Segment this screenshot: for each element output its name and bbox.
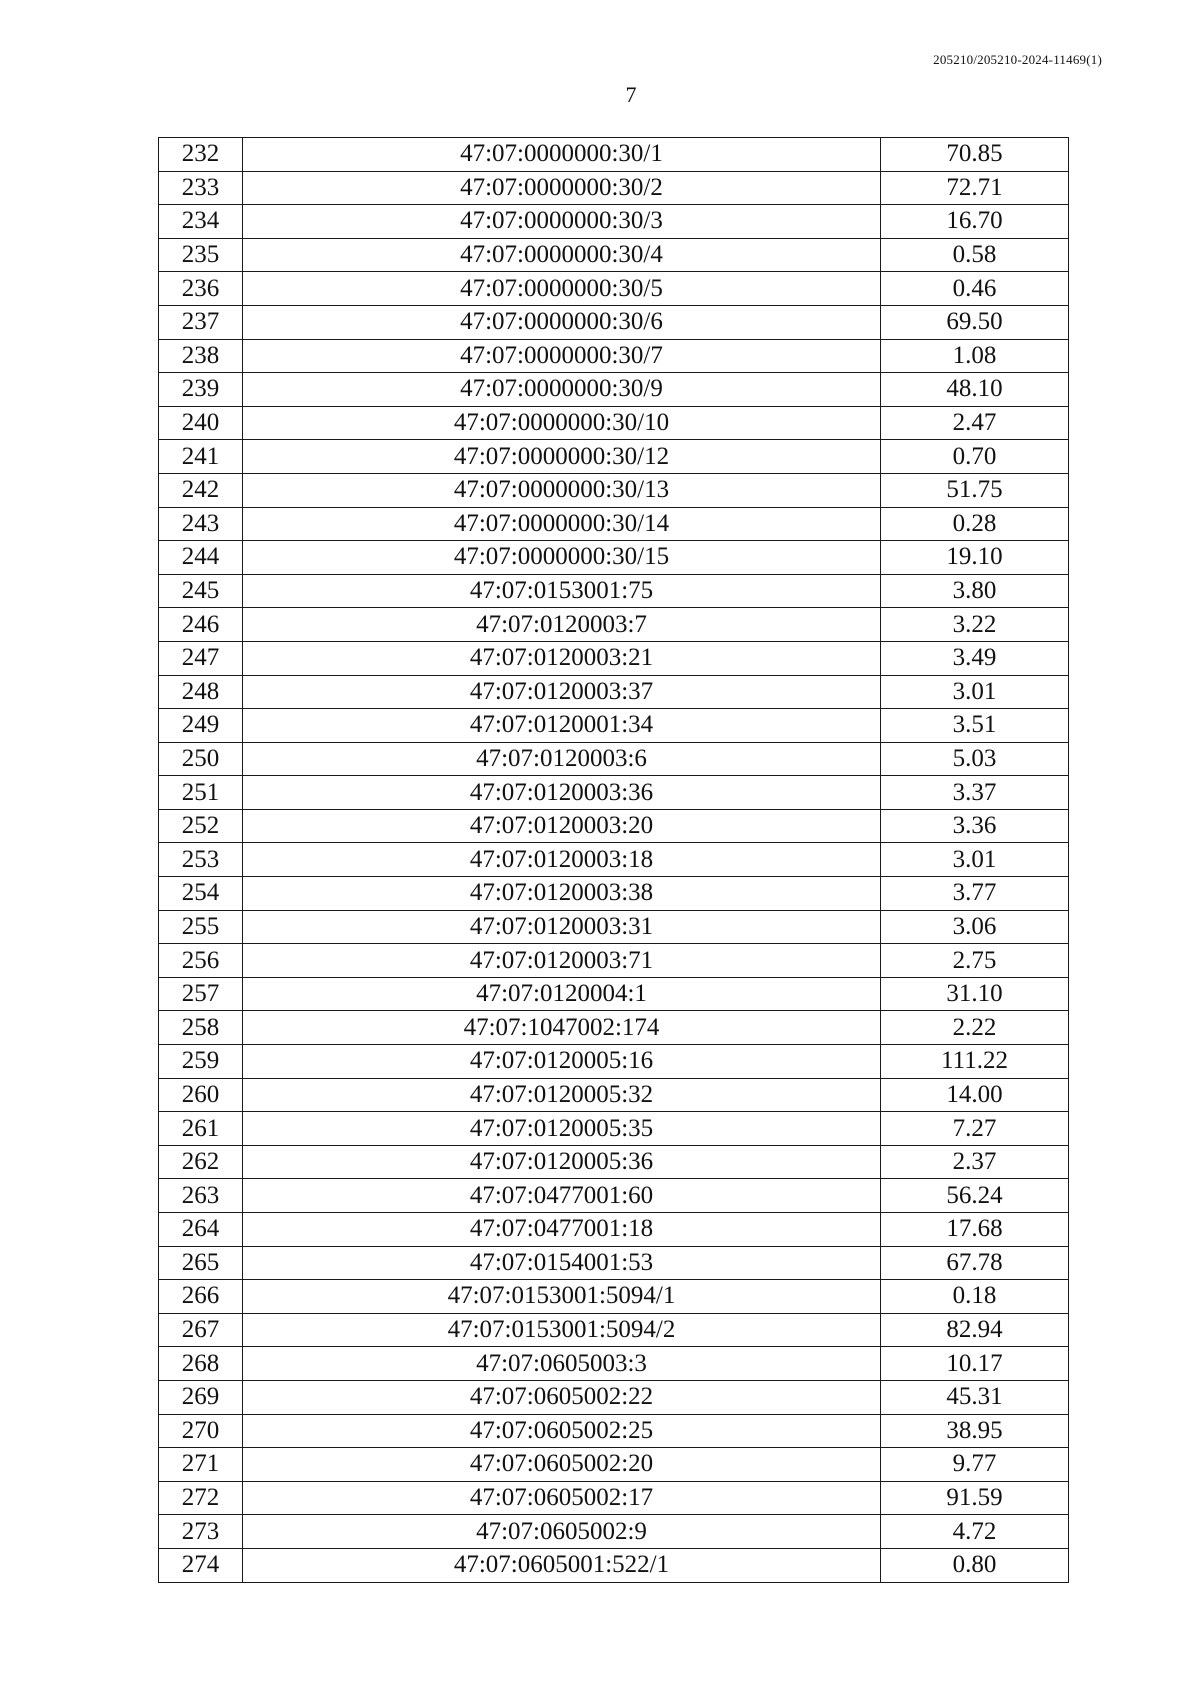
table-row: [159, 1347, 1069, 1381]
row-number-cell: 242: [159, 473, 243, 507]
cadastral-number-cell: 47:07:0000000:30/2: [243, 171, 881, 205]
row-number-cell: 243: [159, 507, 243, 541]
row-number-cell: 241: [159, 440, 243, 474]
area-value-cell: 45.31: [881, 1380, 1069, 1414]
table-row: [159, 507, 1069, 541]
table-row: [159, 1280, 1069, 1314]
table-row: [159, 1515, 1069, 1549]
row-number-cell: 233: [159, 171, 243, 205]
cadastral-number-cell: 47:07:0120003:71: [243, 944, 881, 978]
row-number-cell: 274: [159, 1548, 243, 1582]
cadastral-number-cell: 47:07:0605002:25: [243, 1414, 881, 1448]
row-number-cell: 254: [159, 877, 243, 911]
table-row: [159, 1078, 1069, 1112]
area-value-cell: 3.22: [881, 608, 1069, 642]
area-value-cell: 67.78: [881, 1246, 1069, 1280]
cadastral-number-cell: 47:07:0120003:6: [243, 742, 881, 776]
cadastral-number-cell: 47:07:0120003:38: [243, 877, 881, 911]
row-number-cell: 246: [159, 608, 243, 642]
table-row: [159, 1448, 1069, 1482]
cadastral-number-cell: 47:07:0000000:30/5: [243, 272, 881, 306]
cadastral-number-cell: 47:07:0000000:30/3: [243, 205, 881, 239]
area-value-cell: 0.46: [881, 272, 1069, 306]
row-number-cell: 250: [159, 742, 243, 776]
area-value-cell: 31.10: [881, 977, 1069, 1011]
parcel-table-body: [159, 138, 1069, 1583]
cadastral-number-cell: 47:07:0120005:32: [243, 1078, 881, 1112]
row-number-cell: 272: [159, 1481, 243, 1515]
cadastral-number-cell: 47:07:0120003:20: [243, 809, 881, 843]
table-row: [159, 1548, 1069, 1582]
table-row: [159, 205, 1069, 239]
area-value-cell: 3.01: [881, 843, 1069, 877]
table-row: [159, 339, 1069, 373]
area-value-cell: 4.72: [881, 1515, 1069, 1549]
row-number-cell: 258: [159, 1011, 243, 1045]
cadastral-number-cell: 47:07:0120003:37: [243, 675, 881, 709]
area-value-cell: 16.70: [881, 205, 1069, 239]
area-value-cell: 9.77: [881, 1448, 1069, 1482]
table-row: [159, 977, 1069, 1011]
table-row: [159, 171, 1069, 205]
table-row: [159, 1380, 1069, 1414]
cadastral-number-cell: 47:07:0154001:53: [243, 1246, 881, 1280]
table-row: [159, 742, 1069, 776]
cadastral-number-cell: 47:07:0120001:34: [243, 709, 881, 743]
area-value-cell: 70.85: [881, 138, 1069, 172]
table-row: [159, 877, 1069, 911]
area-value-cell: 2.22: [881, 1011, 1069, 1045]
table-row: [159, 1313, 1069, 1347]
table-row: [159, 373, 1069, 407]
row-number-cell: 257: [159, 977, 243, 1011]
row-number-cell: 261: [159, 1112, 243, 1146]
table-row: [159, 1414, 1069, 1448]
table-row: [159, 1481, 1069, 1515]
cadastral-number-cell: 47:07:0120005:36: [243, 1145, 881, 1179]
area-value-cell: 51.75: [881, 473, 1069, 507]
table-row: [159, 641, 1069, 675]
cadastral-number-cell: 47:07:0120003:31: [243, 910, 881, 944]
cadastral-number-cell: 47:07:0477001:18: [243, 1213, 881, 1247]
area-value-cell: 0.58: [881, 238, 1069, 272]
cadastral-number-cell: 47:07:0477001:60: [243, 1179, 881, 1213]
cadastral-number-cell: 47:07:0153001:5094/1: [243, 1280, 881, 1314]
cadastral-number-cell: 47:07:0120003:18: [243, 843, 881, 877]
area-value-cell: 2.37: [881, 1145, 1069, 1179]
cadastral-number-cell: 47:07:0000000:30/12: [243, 440, 881, 474]
cadastral-number-cell: 47:07:0000000:30/14: [243, 507, 881, 541]
row-number-cell: 268: [159, 1347, 243, 1381]
area-value-cell: 0.18: [881, 1280, 1069, 1314]
area-value-cell: 56.24: [881, 1179, 1069, 1213]
row-number-cell: 263: [159, 1179, 243, 1213]
area-value-cell: 5.03: [881, 742, 1069, 776]
row-number-cell: 232: [159, 138, 243, 172]
row-number-cell: 271: [159, 1448, 243, 1482]
table-row: [159, 1045, 1069, 1079]
row-number-cell: 244: [159, 541, 243, 575]
cadastral-number-cell: 47:07:0153001:75: [243, 574, 881, 608]
cadastral-number-cell: 47:07:0605002:20: [243, 1448, 881, 1482]
area-value-cell: 48.10: [881, 373, 1069, 407]
cadastral-number-cell: 47:07:0120003:36: [243, 776, 881, 810]
table-row: [159, 440, 1069, 474]
cadastral-number-cell: 47:07:0000000:30/15: [243, 541, 881, 575]
area-value-cell: 3.77: [881, 877, 1069, 911]
row-number-cell: 255: [159, 910, 243, 944]
table-row: [159, 776, 1069, 810]
page-number: 7: [625, 82, 637, 107]
cadastral-number-cell: 47:07:0120005:16: [243, 1045, 881, 1079]
table-row: [159, 910, 1069, 944]
row-number-cell: 247: [159, 641, 243, 675]
area-value-cell: 14.00: [881, 1078, 1069, 1112]
area-value-cell: 0.80: [881, 1548, 1069, 1582]
row-number-cell: 239: [159, 373, 243, 407]
document-reference: 205210/205210-2024-11469(1): [933, 52, 1102, 67]
cadastral-number-cell: 47:07:0000000:30/9: [243, 373, 881, 407]
cadastral-number-cell: 47:07:0605002:9: [243, 1515, 881, 1549]
area-value-cell: 38.95: [881, 1414, 1069, 1448]
area-value-cell: 72.71: [881, 171, 1069, 205]
area-value-cell: 3.49: [881, 641, 1069, 675]
area-value-cell: 69.50: [881, 305, 1069, 339]
area-value-cell: 17.68: [881, 1213, 1069, 1247]
table-row: [159, 1011, 1069, 1045]
area-value-cell: 3.36: [881, 809, 1069, 843]
cadastral-number-cell: 47:07:0000000:30/4: [243, 238, 881, 272]
table-row: [159, 608, 1069, 642]
row-number-cell: 265: [159, 1246, 243, 1280]
cadastral-number-cell: 47:07:1047002:174: [243, 1011, 881, 1045]
cadastral-number-cell: 47:07:0605002:17: [243, 1481, 881, 1515]
cadastral-number-cell: 47:07:0000000:30/7: [243, 339, 881, 373]
table-row: [159, 1145, 1069, 1179]
cadastral-number-cell: 47:07:0120004:1: [243, 977, 881, 1011]
table-row: [159, 473, 1069, 507]
cadastral-number-cell: 47:07:0605001:522/1: [243, 1548, 881, 1582]
row-number-cell: 256: [159, 944, 243, 978]
table-row: [159, 574, 1069, 608]
table-row: [159, 138, 1069, 172]
row-number-cell: 236: [159, 272, 243, 306]
area-value-cell: 91.59: [881, 1481, 1069, 1515]
table-row: [159, 1246, 1069, 1280]
cadastral-number-cell: 47:07:0000000:30/13: [243, 473, 881, 507]
table-row: [159, 272, 1069, 306]
table-row: [159, 675, 1069, 709]
table-row: [159, 1179, 1069, 1213]
table-row: [159, 238, 1069, 272]
row-number-cell: 238: [159, 339, 243, 373]
row-number-cell: 269: [159, 1380, 243, 1414]
row-number-cell: 248: [159, 675, 243, 709]
area-value-cell: 3.80: [881, 574, 1069, 608]
cadastral-number-cell: 47:07:0120003:21: [243, 641, 881, 675]
row-number-cell: 267: [159, 1313, 243, 1347]
row-number-cell: 266: [159, 1280, 243, 1314]
table-row: [159, 406, 1069, 440]
cadastral-number-cell: 47:07:0120003:7: [243, 608, 881, 642]
area-value-cell: 0.70: [881, 440, 1069, 474]
table-row: [159, 944, 1069, 978]
row-number-cell: 264: [159, 1213, 243, 1247]
area-value-cell: 10.17: [881, 1347, 1069, 1381]
area-value-cell: 19.10: [881, 541, 1069, 575]
area-value-cell: 2.75: [881, 944, 1069, 978]
table-row: [159, 709, 1069, 743]
cadastral-number-cell: 47:07:0000000:30/1: [243, 138, 881, 172]
area-value-cell: 1.08: [881, 339, 1069, 373]
row-number-cell: 259: [159, 1045, 243, 1079]
area-value-cell: 3.37: [881, 776, 1069, 810]
row-number-cell: 235: [159, 238, 243, 272]
row-number-cell: 251: [159, 776, 243, 810]
row-number-cell: 249: [159, 709, 243, 743]
area-value-cell: 3.51: [881, 709, 1069, 743]
cadastral-number-cell: 47:07:0120005:35: [243, 1112, 881, 1146]
cadastral-number-cell: 47:07:0153001:5094/2: [243, 1313, 881, 1347]
area-value-cell: 111.22: [881, 1045, 1069, 1079]
table-row: [159, 1213, 1069, 1247]
row-number-cell: 240: [159, 406, 243, 440]
area-value-cell: 0.28: [881, 507, 1069, 541]
area-value-cell: 2.47: [881, 406, 1069, 440]
cadastral-number-cell: 47:07:0000000:30/10: [243, 406, 881, 440]
table-row: [159, 1112, 1069, 1146]
table-row: [159, 541, 1069, 575]
area-value-cell: 3.01: [881, 675, 1069, 709]
table-row: [159, 305, 1069, 339]
row-number-cell: 252: [159, 809, 243, 843]
row-number-cell: 237: [159, 305, 243, 339]
parcel-table: [158, 137, 1069, 1583]
table-row: [159, 809, 1069, 843]
cadastral-number-cell: 47:07:0605002:22: [243, 1380, 881, 1414]
row-number-cell: 234: [159, 205, 243, 239]
row-number-cell: 270: [159, 1414, 243, 1448]
area-value-cell: 7.27: [881, 1112, 1069, 1146]
row-number-cell: 253: [159, 843, 243, 877]
row-number-cell: 273: [159, 1515, 243, 1549]
cadastral-number-cell: 47:07:0000000:30/6: [243, 305, 881, 339]
area-value-cell: 3.06: [881, 910, 1069, 944]
table-row: [159, 843, 1069, 877]
cadastral-number-cell: 47:07:0605003:3: [243, 1347, 881, 1381]
row-number-cell: 245: [159, 574, 243, 608]
area-value-cell: 82.94: [881, 1313, 1069, 1347]
row-number-cell: 262: [159, 1145, 243, 1179]
row-number-cell: 260: [159, 1078, 243, 1112]
